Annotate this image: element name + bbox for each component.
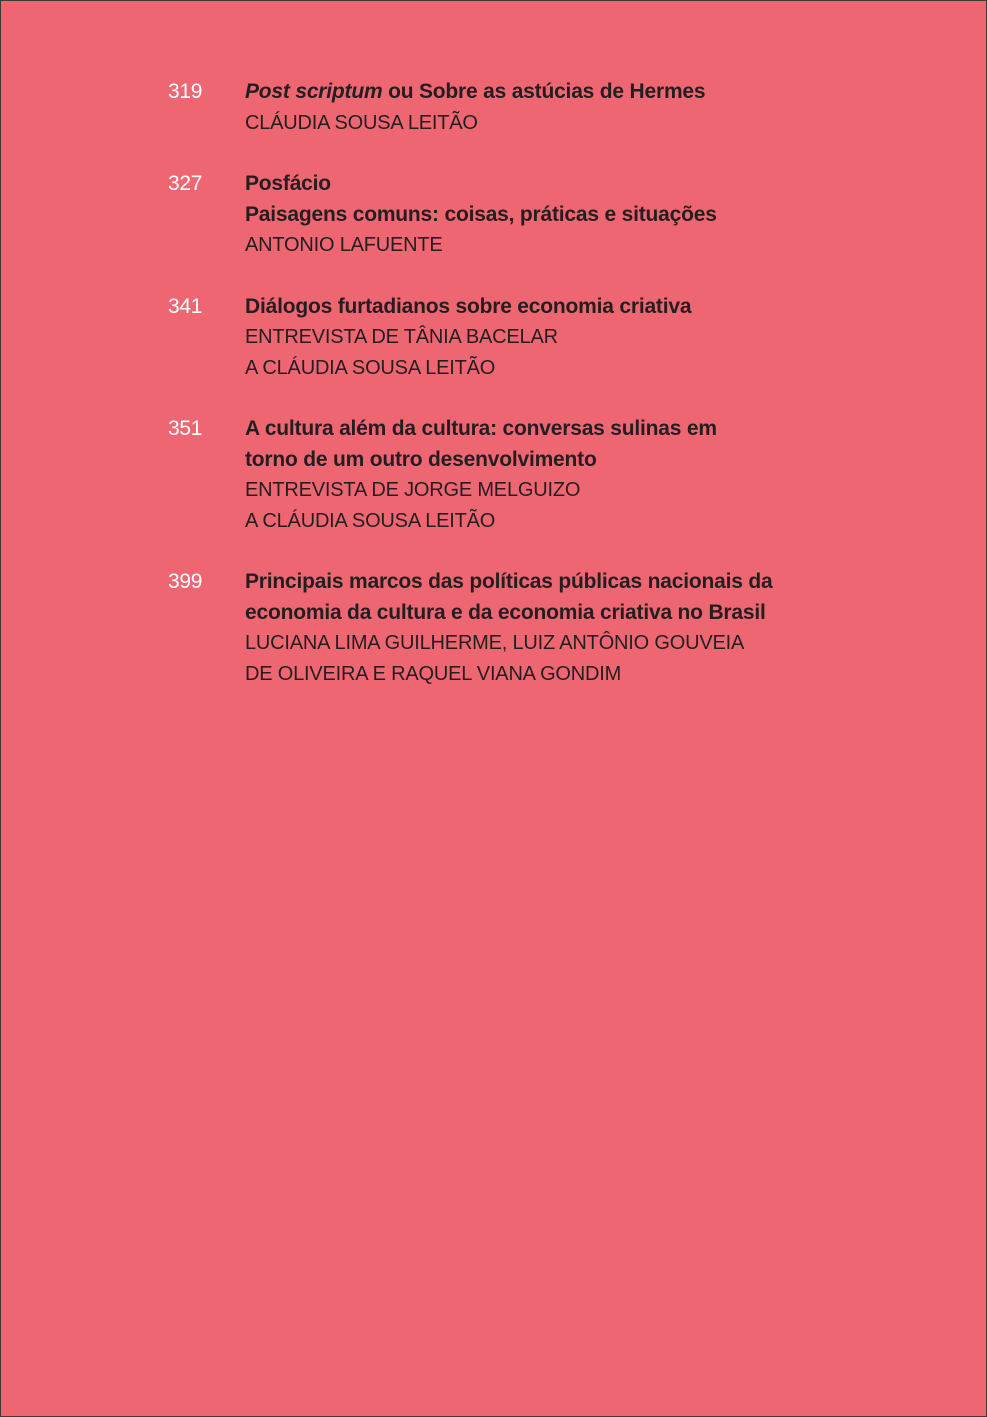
toc-entry <box>1 292 986 384</box>
entry-title: Posfácio <box>245 172 331 195</box>
entry-body <box>245 77 845 138</box>
entry-title: Principais marcos das políticas públicas nacionais da <box>245 570 773 593</box>
entry-author: A CLÁUDIA SOUSA LEITÃO <box>245 356 496 379</box>
entry-title: Diálogos furtadianos sobre economia criativa <box>245 294 692 318</box>
entry-author: A CLÁUDIA SOUSA LEITÃO <box>245 509 496 532</box>
entry-body <box>245 169 845 261</box>
page-number: 399 <box>168 570 203 593</box>
entry-body <box>245 567 845 689</box>
entry-title-rest: ou Sobre as astúcias de Hermes <box>382 80 706 103</box>
toc-entry <box>1 77 986 138</box>
entry-title-italic: Post scriptum <box>245 80 383 103</box>
page-number: 351 <box>168 417 203 440</box>
entry-author: CLÁUDIA SOUSA LEITÃO <box>245 111 478 134</box>
entry-title: A cultura além da cultura: conversas sulinas em <box>245 417 717 440</box>
entry-body <box>245 414 845 536</box>
table-of-contents <box>1 77 986 720</box>
entry-title: Paisagens comuns: coisas, práticas e situações <box>245 202 717 226</box>
entry-author: DE OLIVEIRA E RAQUEL VIANA GONDIM <box>245 662 622 685</box>
page-number: 327 <box>168 172 203 195</box>
entry-author: ANTONIO LAFUENTE <box>245 234 443 256</box>
entry-title: torno de um outro desenvolvimento <box>245 447 597 471</box>
entry-title: economia da cultura e da economia criativa no Brasil <box>245 600 766 624</box>
page-number: 341 <box>168 294 203 318</box>
entry-author: LUCIANA LIMA GUILHERME, LUIZ ANTÔNIO GOUVEIA <box>245 632 745 654</box>
toc-entry <box>1 567 986 689</box>
entry-author: ENTREVISTA DE JORGE MELGUIZO <box>245 479 581 501</box>
page-number: 319 <box>168 80 203 103</box>
entry-title <box>245 77 845 108</box>
toc-entry <box>1 169 986 261</box>
entry-author: ENTREVISTA DE TÂNIA BACELAR <box>245 326 558 348</box>
toc-entry <box>1 414 986 536</box>
entry-body <box>245 292 845 384</box>
